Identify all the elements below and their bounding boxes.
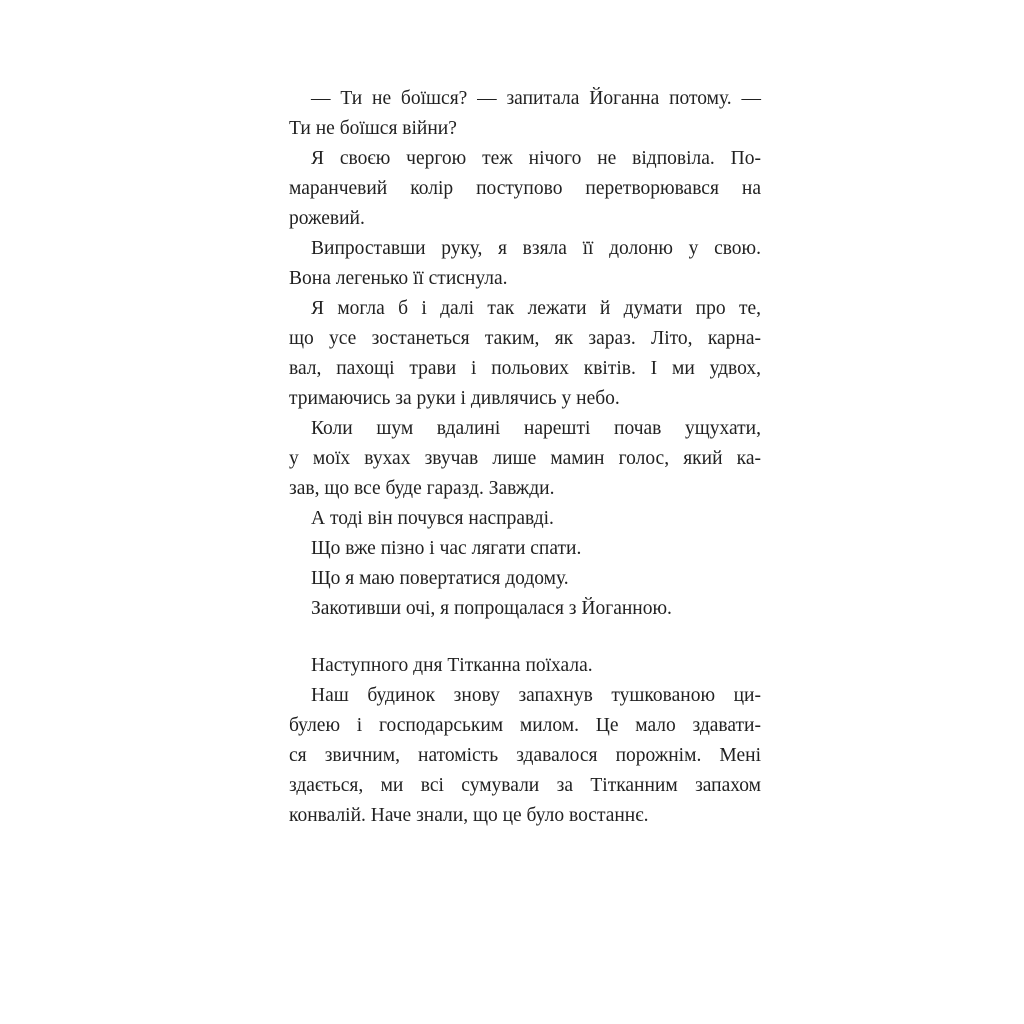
text-line: рожевий.: [289, 208, 365, 229]
text-line: булею і господарським милом. Це мало здавати-: [289, 715, 761, 736]
text-line: що усе зостанеться таким, як зараз. Літо, карна-: [289, 328, 761, 349]
text-line: конвалій. Наче знали, що це було востаннє.: [289, 805, 649, 826]
text-line: вал, пахощі трави і польових квітів. І ми удвох,: [289, 358, 761, 379]
text-line: ся звичним, натомість здавалося порожнім. Мені: [289, 745, 761, 766]
text-line: Наступного дня Тітканна поїхала.: [311, 655, 593, 676]
text-line: здається, ми всі сумували за Тітканним запахом: [289, 775, 761, 796]
text-line: тримаючись за руки і дивлячись у небо.: [289, 388, 620, 409]
text-line: у моїх вухах звучав лише мамин голос, який ка-: [289, 448, 761, 469]
text-line: Вона легенько її стиснула.: [289, 268, 508, 289]
text-line: Що я маю повертатися додому.: [311, 568, 569, 589]
book-page: [289, 84, 761, 831]
text-line: Випроставши руку, я взяла її долоню у свою.: [311, 238, 761, 259]
text-line: Закотивши очі, я попрощалася з Йоганною.: [311, 598, 672, 619]
text-line: — Ти не боїшся? — запитала Йоганна потому. —: [311, 88, 761, 109]
text-line: Я могла б і далі так лежати й думати про те,: [311, 298, 761, 319]
text-line: Ти не боїшся війни?: [289, 118, 457, 139]
text-line: Я своєю чергою теж нічого не відповіла. По-: [311, 148, 761, 169]
text-line: маранчевий колір поступово перетворювався на: [289, 178, 761, 199]
text-line: Наш будинок знову запахнув тушкованою ци-: [311, 685, 761, 706]
text-line: Що вже пізно і час лягати спати.: [311, 538, 582, 559]
text-line: А тоді він почувся насправді.: [311, 508, 554, 529]
text-line: Коли шум вдалині нарешті почав ущухати,: [311, 418, 761, 439]
page-text: [289, 84, 761, 831]
text-line: зав, що все буде гаразд. Завжди.: [289, 478, 555, 499]
